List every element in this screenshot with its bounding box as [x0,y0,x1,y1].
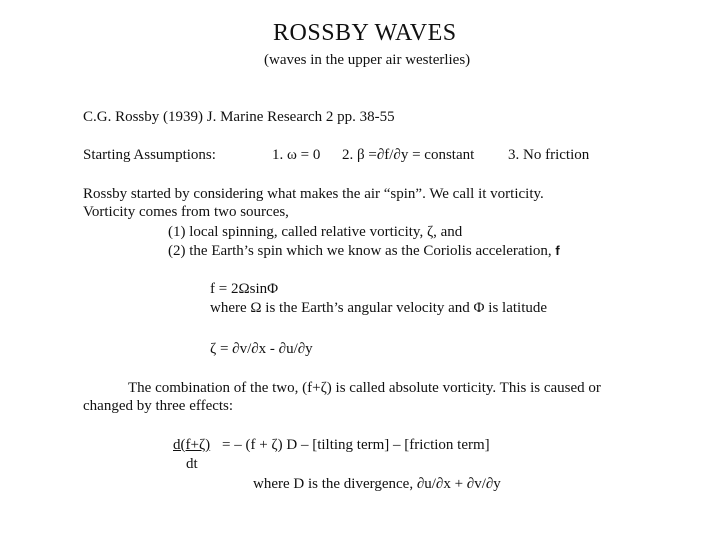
assumptions-label: Starting Assumptions: [83,147,216,163]
divergence-where: where D is the divergence, ∂u/∂x + ∂v/∂y [253,476,501,492]
equation-numerator: d(f+ζ) [173,437,211,453]
equation-rhs: = – (f + ζ) D – [tilting term] – [friction term] [222,437,490,453]
intro-line-1: Rossby started by considering what makes the air “spin”. We call it vorticity. [83,186,544,202]
page-title: ROSSBY WAVES [273,20,457,46]
source-1: (1) local spinning, called relative vorticity, ζ, and [168,224,463,240]
source-2-text: (2) the Earth’s spin which we know as the Coriolis acceleration, [168,243,552,259]
coriolis-symbol: f [555,243,560,258]
source-2 [168,242,560,260]
coriolis-where: where Ω is the Earth’s angular velocity and Φ is latitude [210,300,548,316]
intro-line-2: Vorticity comes from two sources, [83,204,289,220]
page-subtitle: (waves in the upper air westerlies) [264,52,471,68]
coriolis-formula: f = 2ΩsinΦ [210,281,279,297]
absolute-line-1: The combination of the two, (f+ζ) is called absolute vorticity. This is caused or [128,380,601,396]
equation-denominator: dt [186,456,198,472]
assumption-3: 3. No friction [508,147,590,163]
assumption-2: 2. β =∂f/∂y = constant [342,147,475,163]
citation: C.G. Rossby (1939) J. Marine Research 2 pp. 38-55 [83,109,395,125]
assumption-1: 1. ω = 0 [272,147,321,163]
relative-vorticity-formula: ζ = ∂v/∂x - ∂u/∂y [210,341,313,357]
absolute-line-2: changed by three effects: [83,398,234,414]
